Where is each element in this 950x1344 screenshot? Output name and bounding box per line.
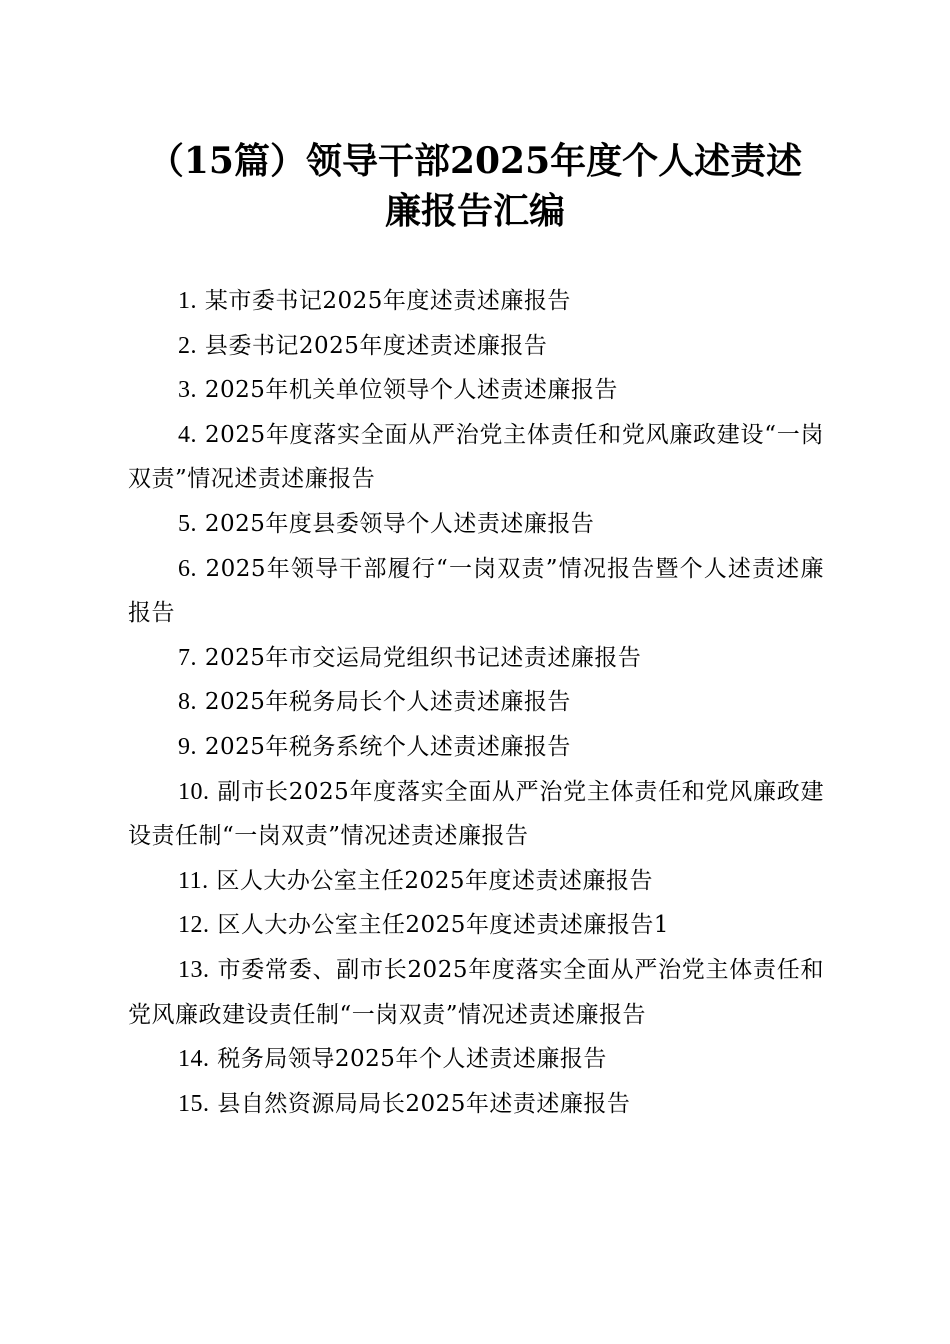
toc-item — [128, 1082, 824, 1127]
toc-item — [128, 770, 824, 859]
toc-item — [128, 636, 824, 681]
toc-item-number: 2. — [178, 332, 197, 359]
toc-item — [128, 547, 824, 636]
toc-item — [128, 903, 824, 948]
title-line-2: 廉报告汇编 — [384, 190, 565, 232]
toc-item-text: 税务局领导2025年个人述责述廉报告 — [217, 1046, 607, 1073]
toc-item — [128, 725, 824, 770]
toc-item-text: 县自然资源局局长2025年述责述廉报告 — [217, 1090, 631, 1117]
toc-item-number: 13. — [178, 956, 210, 983]
toc-item — [128, 368, 824, 413]
toc-item-number: 12. — [178, 912, 210, 939]
toc-item — [128, 413, 824, 502]
toc-item-number: 1. — [178, 288, 197, 314]
title-line-1: （15篇）领导干部2025年度个人述责述 — [147, 140, 803, 182]
document-title — [110, 136, 840, 236]
toc-item-number: 3. — [178, 377, 197, 404]
toc-item-number: 6. — [178, 555, 197, 582]
toc-item-number: 10. — [178, 778, 210, 805]
toc-item — [128, 279, 824, 324]
toc-item-text: 区人大办公室主任2025年度述责述廉报告 — [216, 867, 653, 894]
toc-item-number: 14. — [178, 1046, 210, 1073]
table-of-contents — [128, 279, 824, 1126]
toc-item-number: 9. — [178, 733, 197, 760]
toc-item — [128, 948, 824, 1037]
toc-item — [128, 859, 824, 904]
toc-item-number: 11. — [178, 867, 209, 894]
toc-item — [128, 1037, 824, 1082]
toc-item-text: 县委书记2025年度述责述廉报告 — [204, 332, 548, 359]
toc-item — [128, 502, 824, 547]
toc-item-number: 4. — [178, 421, 197, 448]
toc-item-text: 市委常委、副市长2025年度落实全面从严治党主体责任和党风廉政建设责任制“一岗双责”情况述责述廉报告 — [128, 956, 824, 1028]
toc-item-text: 2025年市交运局党组织书记述责述廉报告 — [204, 644, 642, 671]
toc-item-text: 2025年领导干部履行“一岗双责”情况报告暨个人述责述廉报告 — [128, 555, 824, 627]
toc-item-number: 15. — [178, 1090, 210, 1117]
toc-item-text: 2025年度落实全面从严治党主体责任和党风廉政建设“一岗双责”情况述责述廉报告 — [128, 421, 824, 493]
toc-item — [128, 324, 824, 369]
toc-item-text: 区人大办公室主任2025年度述责述廉报告1 — [217, 912, 669, 939]
toc-item-text: 某市委书记2025年度述责述廉报告 — [204, 288, 571, 314]
toc-item — [128, 680, 824, 725]
toc-item-text: 副市长2025年度落实全面从严治党主体责任和党风廉政建设责任制“一岗双责”情况述责述廉报告 — [128, 778, 824, 850]
toc-item-text: 2025年机关单位领导个人述责述廉报告 — [204, 377, 618, 404]
toc-item-number: 5. — [178, 510, 197, 537]
toc-item-number: 7. — [178, 644, 197, 671]
toc-item-text: 2025年度县委领导个人述责述廉报告 — [204, 510, 595, 537]
toc-item-text: 2025年税务局长个人述责述廉报告 — [204, 689, 571, 716]
toc-item-number: 8. — [178, 689, 197, 716]
toc-item-text: 2025年税务系统个人述责述廉报告 — [204, 733, 571, 760]
